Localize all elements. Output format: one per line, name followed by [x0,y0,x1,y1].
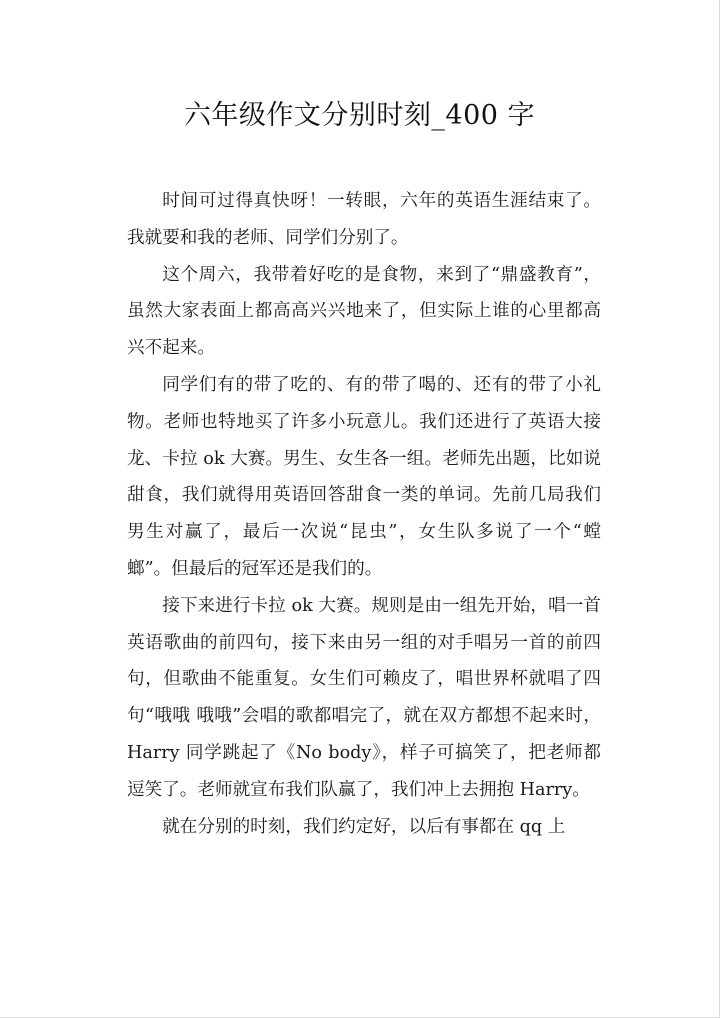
paragraph: 时间可过得真快呀！一转眼，六年的英语生涯结束了。我就要和我的老师、同学们分别了。 [127,191,601,248]
document-body [127,183,601,845]
paragraph: 这个周六，我带着好吃的是食物，来到了“鼎盛教育”，虽然大家表面上都高高兴兴地来了，但实际上谁的心里都高兴不起来。 [127,264,601,359]
paragraph: 接下来进行卡拉 ok 大赛。规则是由一组先开始，唱一首英语歌曲的前四句，接下来由另一组的对手唱另一首的前四句，但歌曲不能重复。女生们可赖皮了，唱世界杯就唱了四句“哦哦 哦哦”会唱的歌都唱完了，就在双方都想不起来时，Harry 同学跳起了《No body》，样子可搞笑了，把老师都逗笑了。老师就宣布我们队赢了，我们冲上去拥抱 Harry。 [127,595,601,800]
document-title: 六年级作文分别时刻_400 字 [183,100,536,131]
paragraph: 就在分别的时刻，我们约定好，以后有事都在 qq 上 [162,816,566,837]
paragraph: 同学们有的带了吃的、有的带了喝的、还有的带了小礼物。老师也特地买了许多小玩意儿。我们还进行了英语大接龙、卡拉 ok 大赛。男生、女生各一组。老师先出题，比如说甜食，我们就得用英语回答甜食一类的单词。先前几局我们男生对赢了，最后一次说“昆虫”，女生队多说了一个“螳螂”。但最后的冠军还是我们的。 [127,374,601,579]
